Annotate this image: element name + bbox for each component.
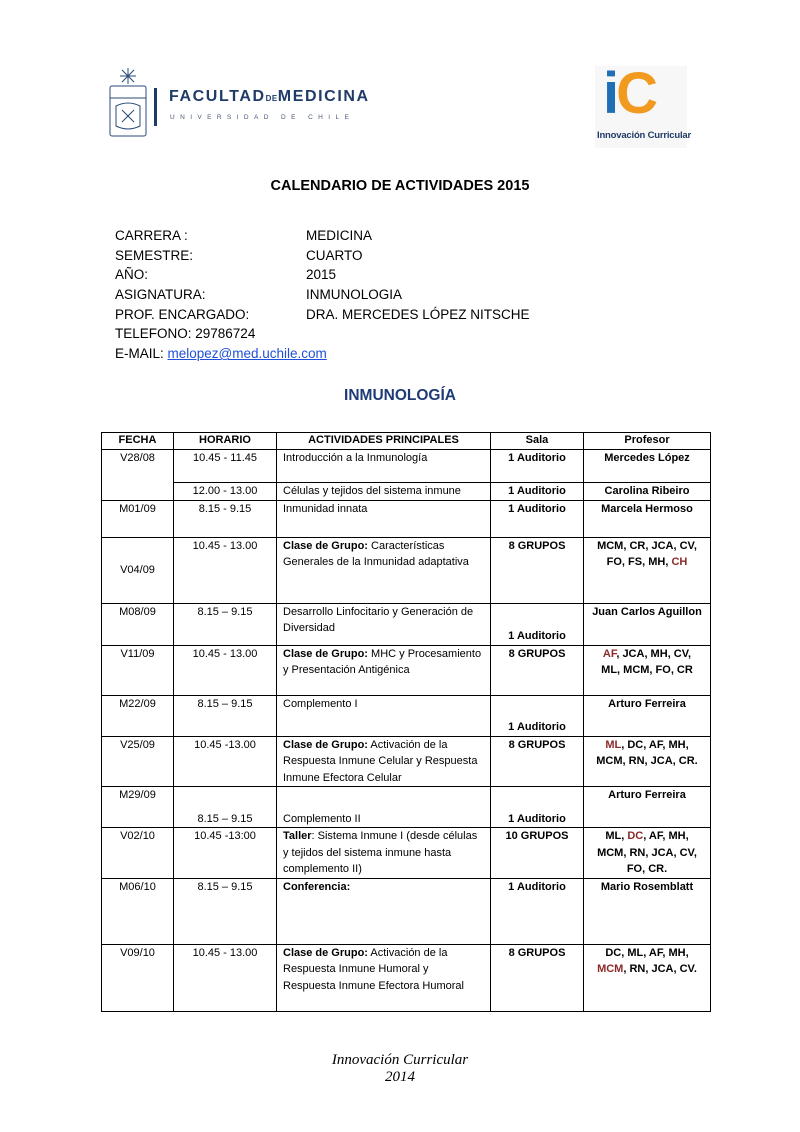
cell-sala: 1 Auditorio [491, 500, 584, 537]
cell-fecha: M22/09 [102, 695, 174, 736]
cell-profesor: ML, DC, AF, MH, MCM, RN, JCA, CR. [584, 736, 711, 787]
cell-horario: 8.15 – 9.15 [174, 878, 277, 944]
document-title: CALENDARIO DE ACTIVIDADES 2015 [270, 178, 530, 194]
cell-horario: 10.45 - 13.00 [174, 645, 277, 695]
cell-sala: 8 GRUPOS [491, 736, 584, 787]
info-anio: AÑO: 2015 [115, 267, 337, 283]
cell-profesor: DC, ML, AF, MH, MCM, RN, JCA, CV. [584, 944, 711, 1011]
cell-profesor: Juan Carlos Aguillon [584, 603, 711, 645]
cell-fecha: V11/09 [102, 645, 174, 695]
email-link[interactable]: melopez@med.uchile.com [167, 346, 327, 362]
cell-sala: 1 Auditorio [491, 787, 584, 828]
table-row [102, 537, 711, 603]
cell-fecha: M29/09 [102, 787, 174, 828]
university-seal-icon [108, 66, 168, 142]
table-header-row [102, 433, 711, 450]
cell-horario: 8.15 – 9.15 [174, 603, 277, 645]
table-row [102, 645, 711, 695]
cell-actividad: Clase de Grupo: Activación de la Respuesta Inmune Celular y Respuesta Inmune Efectora Celular [277, 736, 491, 787]
cell-profesor: MCM, CR, JCA, CV, FO, FS, MH, CH [584, 537, 711, 603]
cell-fecha: V09/10 [102, 944, 174, 1011]
cell-fecha: V28/08 [102, 450, 174, 501]
cell-fecha: V02/10 [102, 828, 174, 879]
cell-actividad: Desarrollo Linfocitario y Generación de Diversidad [277, 603, 491, 645]
info-profesor: PROF. ENCARGADO: DRA. MERCEDES LÓPEZ NITSCHE [115, 306, 530, 322]
faculty-logo [108, 66, 368, 142]
footer-line: Innovación Curricular [331, 1052, 469, 1068]
info-carrera: CARRERA : MEDICINA [115, 228, 373, 243]
cell-horario: 12.00 - 13.00 [174, 483, 277, 501]
header-profesor: Profesor [584, 433, 711, 450]
cell-horario: 10.45 - 11.45 [174, 450, 277, 483]
table-row [102, 787, 711, 828]
table-row [102, 483, 711, 501]
cell-fecha: M08/09 [102, 603, 174, 645]
footer-year: 2014 [385, 1069, 415, 1085]
cell-actividad: Taller: Sistema Inmune I (desde células y tejidos del sistema inmune hasta complemento II) [277, 828, 491, 879]
page-footer [0, 1052, 800, 1086]
subject-heading: INMUNOLOGÍA [344, 387, 456, 404]
header-fecha: FECHA [102, 433, 174, 450]
header-actividades: ACTIVIDADES PRINCIPALES [277, 433, 491, 450]
cell-actividad: Complemento II [277, 787, 491, 828]
cell-profesor: Arturo Ferreira [584, 695, 711, 736]
cell-actividad: Complemento I [277, 695, 491, 736]
cell-profesor: Marcela Hermoso [584, 500, 711, 537]
cell-actividad: Introducción a la Inmunología [277, 450, 491, 483]
cell-profesor: AF, JCA, MH, CV, ML, MCM, FO, CR [584, 645, 711, 695]
cell-profesor: Arturo Ferreira [584, 787, 711, 828]
ic-logo [595, 61, 691, 148]
cell-actividad: Clase de Grupo: Características Generales de la Inmunidad adaptativa [277, 537, 491, 603]
cell-horario: 8.15 - 9.15 [174, 500, 277, 537]
cell-actividad: Clase de Grupo: Activación de la Respuesta Inmune Humoral y Respuesta Inmune Efectora Humoral [277, 944, 491, 1011]
cell-horario: 10.45 -13:00 [174, 828, 277, 879]
course-info [115, 226, 530, 364]
cell-actividad: Células y tejidos del sistema inmune [277, 483, 491, 501]
schedule-table [101, 432, 711, 1012]
cell-actividad: Clase de Grupo: MHC y Procesamiento y Presentación Antigénica [277, 645, 491, 695]
cell-horario: 10.45 - 13.00 [174, 537, 277, 603]
info-email: E-MAIL: melopez@med.uchile.com [115, 346, 327, 362]
table-row [102, 944, 711, 1011]
info-telefono: TELEFONO: 29786724 [115, 326, 256, 342]
table-row [102, 695, 711, 736]
cell-fecha: M01/09 [102, 500, 174, 537]
cell-horario: 8.15 – 9.15 [174, 787, 277, 828]
cell-profesor: Mercedes López [584, 450, 711, 483]
cell-horario: 8.15 – 9.15 [174, 695, 277, 736]
table-row [102, 500, 711, 537]
table-row [102, 828, 711, 879]
header-horario: HORARIO [174, 433, 277, 450]
cell-profesor: Carolina Ribeiro [584, 483, 711, 501]
table-row [102, 603, 711, 645]
header-sala: Sala [491, 433, 584, 450]
info-asignatura: ASIGNATURA: INMUNOLOGIA [115, 287, 403, 303]
cell-sala: 1 Auditorio [491, 695, 584, 736]
table-row [102, 878, 711, 944]
cell-sala: 8 GRUPOS [491, 944, 584, 1011]
cell-sala: 8 GRUPOS [491, 645, 584, 695]
table-row [102, 736, 711, 787]
cell-sala: 1 Auditorio [491, 878, 584, 944]
cell-fecha: V04/09 [102, 537, 174, 603]
cell-horario: 10.45 - 13.00 [174, 944, 277, 1011]
cell-sala: 10 GRUPOS [491, 828, 584, 879]
cell-fecha: M06/10 [102, 878, 174, 944]
cell-sala: 1 Auditorio [491, 483, 584, 501]
ic-logo-letters: iC [603, 61, 656, 126]
cell-actividad: Conferencia: [277, 878, 491, 944]
cell-sala: 1 Auditorio [491, 603, 584, 645]
university-name: UNIVERSIDAD DE CHILE [170, 114, 355, 121]
cell-horario: 10.45 -13.00 [174, 736, 277, 787]
table-row [102, 450, 711, 483]
cell-actividad: Inmunidad innata [277, 500, 491, 537]
info-semestre: SEMESTRE: CUARTO [115, 247, 363, 263]
cell-sala: 1 Auditorio [491, 450, 584, 483]
cell-profesor: Mario Rosemblatt [584, 878, 711, 944]
faculty-name: FACULTADDEMEDICINA [169, 88, 370, 105]
ic-logo-caption: Innovación Curricular [597, 130, 691, 141]
cell-profesor: ML, DC, AF, MH, MCM, RN, JCA, CV, FO, CR. [584, 828, 711, 879]
cell-sala: 8 GRUPOS [491, 537, 584, 603]
cell-fecha: V25/09 [102, 736, 174, 787]
